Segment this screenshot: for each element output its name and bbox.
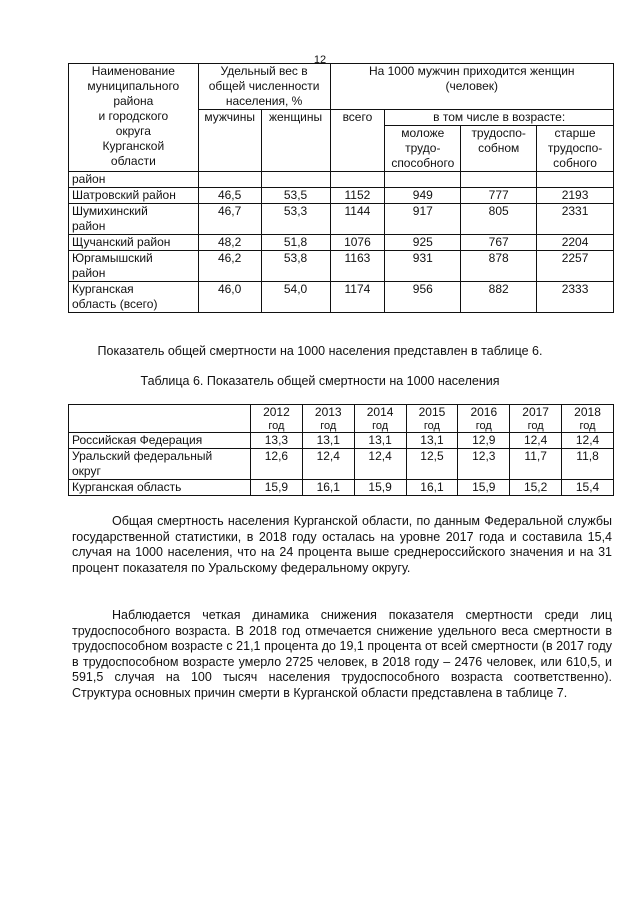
mortality-value: 12,6 — [251, 449, 303, 480]
year-suffix: год — [475, 420, 492, 432]
row-name — [69, 251, 199, 282]
cell-total: 1144 — [330, 204, 385, 235]
row-name-line: Уральский федеральный — [72, 449, 213, 463]
table-row — [69, 449, 614, 480]
cell-younger: 956 — [385, 282, 461, 313]
year-header — [458, 405, 510, 433]
mortality-value: 11,7 — [510, 449, 562, 480]
table-row — [69, 188, 614, 204]
page-number: 12 — [313, 54, 327, 66]
cell-older: 2331 — [537, 204, 614, 235]
row-name-line: область (всего) — [72, 297, 158, 311]
cell-younger: 949 — [385, 188, 461, 204]
cell-working: 882 — [461, 282, 537, 313]
row-name-line: Юргамышский — [72, 251, 153, 265]
row-name — [69, 449, 251, 480]
table-row — [69, 282, 614, 313]
year-suffix: год — [579, 420, 596, 432]
cell-older: 2257 — [537, 251, 614, 282]
row-name-line: округ — [72, 464, 101, 478]
mortality-value: 16,1 — [302, 480, 354, 496]
cell-working: 805 — [461, 204, 537, 235]
year-label: 2018 — [574, 405, 601, 419]
mortality-value: 15,9 — [251, 480, 303, 496]
table-row — [69, 433, 614, 449]
cell-total: 1076 — [330, 235, 385, 251]
cell-total: 1174 — [330, 282, 385, 313]
year-suffix: год — [372, 420, 389, 432]
cell-younger: 925 — [385, 235, 461, 251]
header-older: старше трудоспо- собного — [537, 126, 614, 172]
row-name-line: Шатровский район — [72, 188, 176, 202]
header-women: женщины — [261, 110, 330, 172]
mortality-value: 12,4 — [510, 433, 562, 449]
row-name-line: Щучанский район — [72, 235, 171, 249]
paragraph-1: Общая смертность населения Курганской области, по данным Федеральной службы государственной статистики, в 2018 году осталась на уровне 2017 года и составила 15,4 случая на 1000 населения, что на 24 процента выше среднероссийского значения и на 31 процент показателя по Уральскому федеральному округу. — [72, 514, 612, 575]
row-name-line: район — [72, 219, 106, 233]
header-working: трудоспо- собном — [461, 126, 537, 172]
year-header — [354, 405, 406, 433]
cell-women: 53,8 — [261, 251, 330, 282]
partial-row-label: район — [69, 172, 199, 188]
mortality-value: 12,3 — [458, 449, 510, 480]
year-label: 2017 — [522, 405, 549, 419]
mortality-value: 16,1 — [406, 480, 458, 496]
row-name — [69, 433, 251, 449]
year-label: 2016 — [470, 405, 498, 419]
mortality-corner-cell — [69, 405, 251, 433]
cell-older: 2193 — [537, 188, 614, 204]
year-suffix: год — [320, 420, 337, 432]
mortality-value: 13,3 — [251, 433, 303, 449]
year-header — [406, 405, 458, 433]
cell-men: 48,2 — [198, 235, 261, 251]
row-name — [69, 282, 199, 313]
mortality-value: 13,1 — [354, 433, 406, 449]
cell-working: 878 — [461, 251, 537, 282]
mortality-value: 12,5 — [406, 449, 458, 480]
header-incl-age: в том числе в возрасте: — [385, 110, 614, 126]
year-label: 2012 — [263, 405, 290, 419]
table-row — [69, 235, 614, 251]
mortality-value: 13,1 — [302, 433, 354, 449]
year-header — [510, 405, 562, 433]
mortality-value: 15,9 — [354, 480, 406, 496]
row-name-line: район — [72, 266, 106, 280]
cell-women: 53,5 — [261, 188, 330, 204]
mortality-value: 12,4 — [354, 449, 406, 480]
cell-younger: 931 — [385, 251, 461, 282]
cell-women: 54,0 — [261, 282, 330, 313]
mortality-table — [68, 404, 614, 496]
mortality-value: 12,9 — [458, 433, 510, 449]
paragraph-2: Наблюдается четкая динамика снижения показателя смертности среди лиц трудоспособного возраста. В 2018 год отмечается снижение удельного веса смертности в трудоспособном возрасте с 21,1 процента до 19,1 процента от всей смертности (в 2017 году в трудоспособном возрасте умерло 2725 человек, в 2018 году – 2476 человек, или 610,5, и 591,5 случая на 100 тысяч населения трудоспособного возраста соответственно). Структура основных причин смерти в Курганской области представлена в таблице 7. — [72, 608, 612, 700]
row-name-line: Российская Федерация — [72, 433, 203, 447]
cell-working: 767 — [461, 235, 537, 251]
row-name — [69, 480, 251, 496]
mortality-value: 12,4 — [562, 433, 614, 449]
year-header — [302, 405, 354, 433]
year-header — [251, 405, 303, 433]
table-row — [69, 251, 614, 282]
header-younger: моложе трудо- способного — [385, 126, 461, 172]
row-name — [69, 188, 199, 204]
cell-older: 2333 — [537, 282, 614, 313]
table-row — [69, 204, 614, 235]
mortality-value: 11,8 — [562, 449, 614, 480]
cell-men: 46,0 — [198, 282, 261, 313]
cell-men: 46,5 — [198, 188, 261, 204]
year-suffix: год — [527, 420, 544, 432]
year-suffix: год — [268, 420, 285, 432]
year-suffix: год — [423, 420, 440, 432]
header-name: Наименование муниципального района и городского округа Курганской области — [69, 64, 199, 172]
header-per1000: На 1000 мужчин приходится женщин (человек) — [330, 64, 613, 110]
row-name-line: Шумихинский — [72, 204, 148, 218]
table6-caption: Таблица 6. Показатель общей смертности на 1000 населения — [140, 374, 500, 388]
mortality-value: 15,2 — [510, 480, 562, 496]
cell-men: 46,2 — [198, 251, 261, 282]
mortality-value: 13,1 — [406, 433, 458, 449]
year-label: 2015 — [418, 405, 446, 419]
cell-total: 1163 — [330, 251, 385, 282]
intro-text: Показатель общей смертности на 1000 населения представлен в таблице 6. — [97, 344, 543, 358]
cell-men: 46,7 — [198, 204, 261, 235]
cell-women: 51,8 — [261, 235, 330, 251]
row-name — [69, 235, 199, 251]
header-total: всего — [330, 110, 385, 172]
cell-total: 1152 — [330, 188, 385, 204]
row-name-line: Курганская — [72, 282, 134, 296]
header-share: Удельный вес в общей численности населения, % — [198, 64, 330, 110]
mortality-value: 12,4 — [302, 449, 354, 480]
cell-women: 53,3 — [261, 204, 330, 235]
cell-working: 777 — [461, 188, 537, 204]
year-label: 2014 — [366, 405, 394, 419]
population-table — [68, 63, 614, 313]
table-row — [69, 480, 614, 496]
mortality-value: 15,9 — [458, 480, 510, 496]
cell-younger: 917 — [385, 204, 461, 235]
mortality-value: 15,4 — [562, 480, 614, 496]
row-name — [69, 204, 199, 235]
header-men: мужчины — [198, 110, 261, 172]
year-header — [562, 405, 614, 433]
year-label: 2013 — [314, 405, 342, 419]
row-name-line: Курганская область — [72, 480, 182, 494]
cell-older: 2204 — [537, 235, 614, 251]
